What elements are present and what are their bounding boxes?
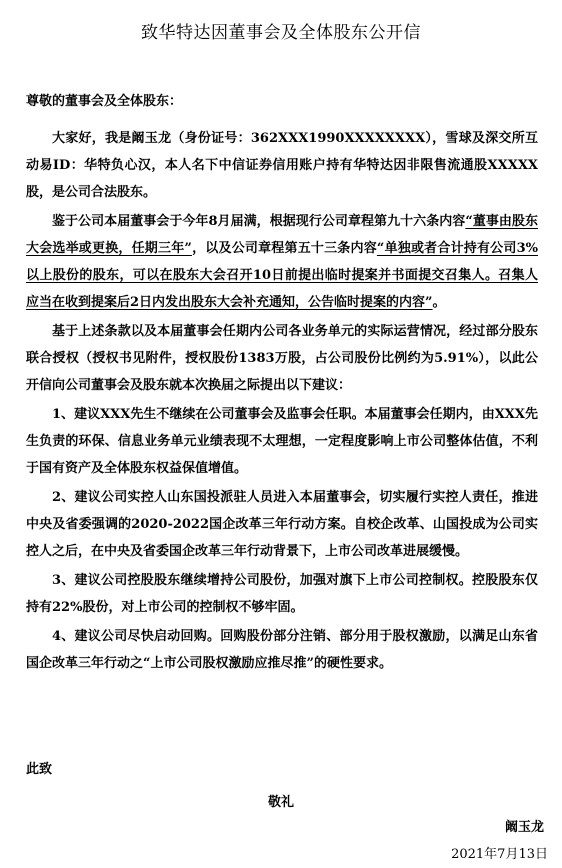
- closing-cizhi: 此致: [26, 762, 53, 777]
- signature: 阚玉龙: [504, 820, 544, 835]
- paragraph-basis: [26, 208, 538, 316]
- quoted-article-96: “董事由股东大会选举或更换，任期三年”: [26, 214, 539, 256]
- basis-text-c: 。: [432, 295, 446, 310]
- letter-title: 致华特达因董事会及全体股东公开信: [141, 23, 421, 43]
- signature-date: 2021年7月13日: [451, 847, 548, 862]
- quoted-article-53: “单独或者合计持有公司3%以上股份的股东，可以在股东大会召开10日前提出临时提案并书面提交召集人。召集人应当在收到提案后2日内发出股东大会补充通知，公告临时提案的内容”: [26, 241, 538, 310]
- paragraph-proposal-intro: 基于上述条款以及本届董事会任期内公司各业务单元的实际运营情况，经过部分股东联合授权（授权书见附件，授权股份1383万股，占公司股份比例约为5.91%），以此公开信向公司董事会及股东就本次换届之际提出以下建议：: [26, 324, 538, 393]
- basis-text-b: ，以及公司章程第五十三条内容: [191, 241, 377, 256]
- paragraph-suggestion-3: 3、建议公司控股股东继续增持公司股份，加强对旗下上市公司控制权。控股股东仅持有22%股份，对上市公司的控制权不够牢固。: [26, 573, 538, 615]
- paragraph-introduction: 大家好，我是阚玉龙（身份证号：362XXX1990XXXXXXXX），雪球及深交所互动易ID：华特负心汉，本人名下中信证券信用账户持有华特达因非限售流通股XXXXX股，是公司合法股东。: [26, 131, 538, 200]
- paragraph-suggestion-2: 2、建议公司实控人山东国投派驻人员进入本届董事会，切实履行实控人责任，推进中央及省委强调的2020-2022国企改革三年行动方案。自校企改革、山国投成为公司实控人之后，在中央及省委国企改革三年行动背景下，上市公司改革进展缓慢。: [26, 490, 538, 559]
- salutation: 尊敬的董事会及全体股东：: [26, 94, 183, 109]
- paragraph-suggestion-1: 1、建议XXX先生不继续在公司董事会及监事会任职。本届董事会任期内，由XXX先生负责的环保、信息业务单元业绩表现不太理想，一定程度影响上市公司整体估值，不利于国有资产及全体股东权益保值增值。: [26, 407, 538, 476]
- basis-text-a: 鉴于公司本届董事会于今年8月届满，根据现行公司章程第九十六条内容: [52, 214, 466, 229]
- closing-jingli: 敬礼: [267, 795, 294, 810]
- letter-body: [26, 125, 538, 679]
- paragraph-suggestion-4: 4、建议公司尽快启动回购。回购股份部分注销、部分用于股权激励，以满足山东省国企改革三年行动之“上市公司股权激励应推尽推”的硬性要求。: [26, 629, 538, 671]
